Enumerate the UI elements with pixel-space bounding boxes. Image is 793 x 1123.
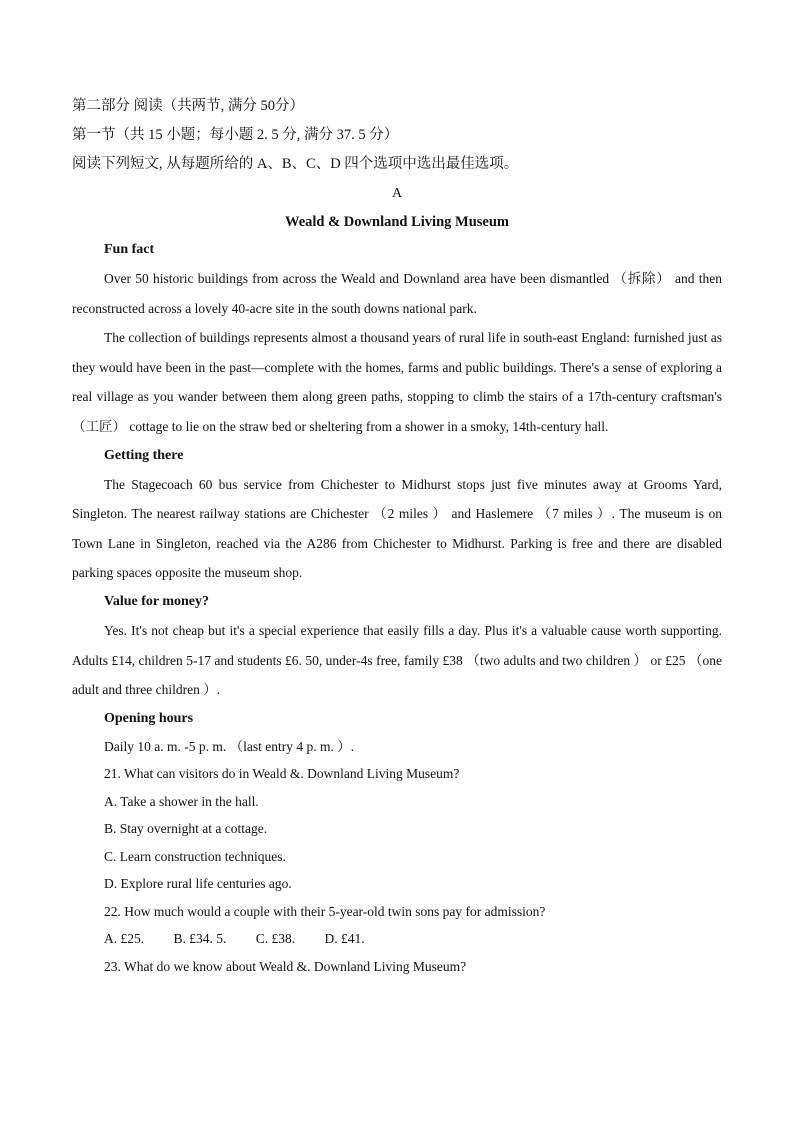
paragraph: Over 50 historic buildings from across the Weald and Downland area have been dismantled （拆除） and then reconstructed across a lovely 40-acre site in the south downs national park. [72, 271, 722, 316]
question-22-options [72, 925, 722, 953]
question-21-option-d: D. Explore rural life centuries ago. [104, 876, 292, 892]
question-22-option-d: D. £41. [324, 931, 365, 947]
question-23-stem: 23. What do we know about Weald &. Downland Living Museum? [104, 958, 467, 974]
question-21-stem: 21. What can visitors do in Weald &. Downland Living Museum? [104, 766, 460, 782]
question-21-option-c: C. Learn construction techniques. [104, 848, 286, 864]
section-heading-value: Value for money? [104, 593, 209, 609]
question-21-option-b: B. Stay overnight at a cottage. [104, 821, 268, 837]
exam-page [72, 96, 722, 980]
paragraph: Yes. It's not cheap but it's a special experience that easily fills a day. Plus it's a valuable cause worth supporting. Adults £14, children 5-17 and students £6. 50, under-4s free, family £38 （two adults and two children ） or £25 （one adult and three children ）. [72, 622, 722, 698]
passage-letter: A [391, 186, 403, 201]
paragraph: The Stagecoach 60 bus service from Chichester to Midhurst stops just five minutes away at Grooms Yard, Singleton. The nearest railway stations are Chichester （2 miles ） and Haslemere （7 miles ）. The museum is on Town Lane in Singleton, reached via the A286 from Chichester to Midhurst. Parking is free and there are disabled parking spaces opposite the museum shop. [72, 476, 722, 581]
instruction-text: 阅读下列短文, 从每题所给的 A、B、C、D 四个选项中选出最佳选项。 [72, 156, 519, 172]
paragraph: The collection of buildings represents almost a thousand years of rural life in south-east England: furnished just as they would have been in the past—complete with the homes, farms and public buildings. There's a sense of exploring a real village as you wander between them along green paths, stopping to climb the stairs of a 17th-century craftsman's （工匠） cottage to lie on the straw bed or sheltering from a shower in a smoky, 14th-century hall. [72, 330, 722, 434]
section-heading-getting-there: Getting there [104, 447, 184, 463]
question-22-option-b: B. £34. 5. [173, 931, 227, 947]
section-heading: 第一节（共 15 小题；每小题 2. 5 分, 满分 37. 5 分） [72, 127, 399, 143]
passage-title: Weald & Downland Living Museum [285, 214, 509, 230]
opening-hours-text: Daily 10 a. m. -5 p. m. （last entry 4 p. m. ）. [104, 738, 355, 754]
question-22-option-a: A. £25. [104, 931, 145, 947]
section-heading-fun-fact: Fun fact [104, 242, 155, 257]
question-21-option-a: A. Take a shower in the hall. [104, 793, 259, 809]
part-heading: 第二部分 阅读（共两节, 满分 50分） [72, 98, 304, 114]
question-22-option-c: C. £38. [255, 931, 296, 947]
section-heading-opening-hours: Opening hours [104, 710, 194, 726]
question-22-stem: 22. How much would a couple with their 5-year-old twin sons pay for admission? [104, 903, 546, 919]
